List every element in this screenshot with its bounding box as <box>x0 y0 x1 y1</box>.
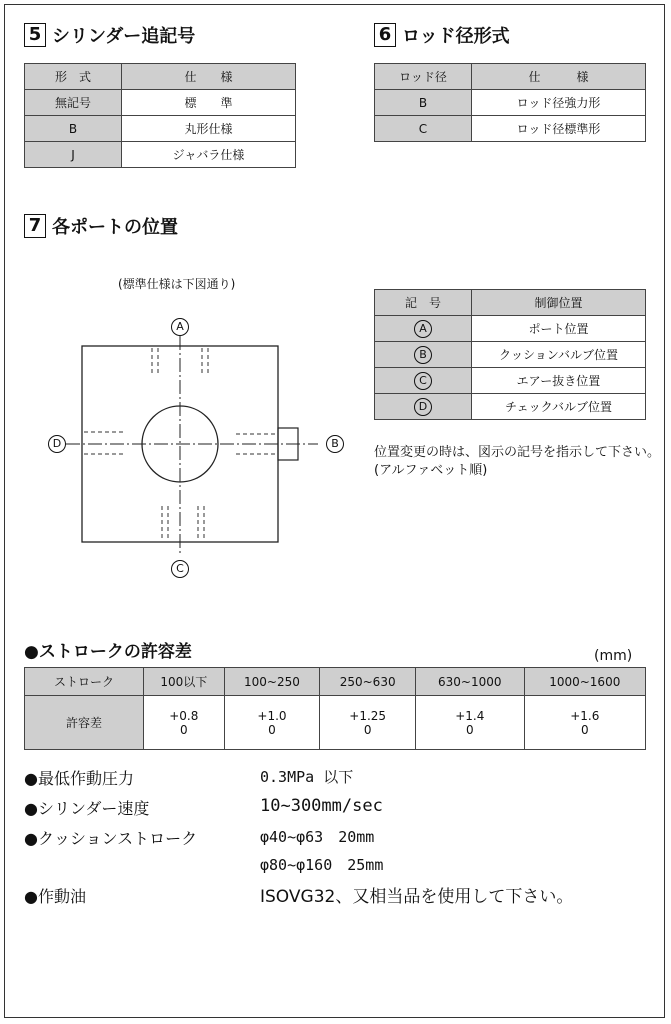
section5-table <box>24 63 296 168</box>
diagram-note: (標準仕様は下図通り) <box>118 277 236 291</box>
spec-value: φ40~φ63 20mm <box>260 828 375 846</box>
table-row <box>25 696 646 750</box>
port-label-a: A <box>171 318 189 336</box>
table-row <box>25 90 296 116</box>
table-row <box>25 116 296 142</box>
section5-spec: 丸形仕様 <box>122 116 296 142</box>
port-label-c: C <box>171 560 189 578</box>
control-position: クッションバルブ位置 <box>472 342 646 368</box>
spec-label: ●クッションストローク <box>24 829 198 848</box>
spec-label: ●最低作動圧力 <box>24 769 134 788</box>
section7-number: 7 <box>24 214 46 238</box>
section6-heading <box>374 22 510 48</box>
spec-value: 0.3MPa 以下 <box>260 768 354 786</box>
section7-title: 各ポートの位置 <box>52 217 178 238</box>
table-row <box>375 394 646 420</box>
section6-header-spec: 仕 様 <box>472 64 646 90</box>
stroke-header-label: ストローク <box>25 668 144 696</box>
spec-label: ●シリンダー速度 <box>24 799 150 818</box>
spec-value: 10~300mm/sec <box>260 796 383 816</box>
table-row <box>375 316 646 342</box>
table-row <box>375 90 646 116</box>
tolerance-plus: +1.4 <box>455 708 485 723</box>
control-header-position: 制御位置 <box>472 290 646 316</box>
stroke-range: 630~1000 <box>416 668 525 696</box>
tolerance-plus: +1.0 <box>257 708 287 723</box>
table-row <box>375 368 646 394</box>
section7-heading <box>24 213 178 239</box>
table-row <box>25 142 296 168</box>
section5-spec: ジャバラ仕様 <box>122 142 296 168</box>
control-position-table <box>374 289 646 420</box>
symbol-d: D <box>414 398 432 416</box>
stroke-range: 100~250 <box>224 668 320 696</box>
section5-header-type: 形 式 <box>25 64 122 90</box>
tolerance-minus: 0 <box>179 722 188 737</box>
tolerance-row-label: 許容差 <box>25 696 144 750</box>
section6-table <box>374 63 646 142</box>
section5-spec: 標 準 <box>122 90 296 116</box>
tolerance-plus: +0.8 <box>169 708 199 723</box>
alphabet-order-note: (アルファベット順) <box>374 463 488 478</box>
tolerance-minus: 0 <box>363 722 372 737</box>
tolerance-minus: 0 <box>580 722 589 737</box>
section6-spec: ロッド径標準形 <box>472 116 646 142</box>
specs-list <box>24 766 654 926</box>
spec-value: φ80~φ160 25mm <box>260 856 384 874</box>
symbol-b: B <box>414 346 432 364</box>
section6-number: 6 <box>374 23 396 47</box>
stroke-range: 250~630 <box>320 668 416 696</box>
section6-title: ロッド径形式 <box>402 26 510 47</box>
tolerance-minus: 0 <box>268 722 276 737</box>
control-position: チェックバルブ位置 <box>472 394 646 420</box>
section5-header-spec: 仕 様 <box>122 64 296 90</box>
stroke-unit: (mm) <box>594 648 633 664</box>
section6-spec: ロッド径強力形 <box>472 90 646 116</box>
symbol-a: A <box>414 320 432 338</box>
tolerance-plus: +1.25 <box>349 708 387 723</box>
stroke-tolerance-title: ●ストロークの許容差 <box>24 642 192 662</box>
control-position: ポート位置 <box>472 316 646 342</box>
section6-code: C <box>375 116 472 142</box>
section5-code: J <box>25 142 122 168</box>
table-row <box>375 116 646 142</box>
section5-code: 無記号 <box>25 90 122 116</box>
tolerance-plus: +1.6 <box>570 708 600 723</box>
symbol-c: C <box>414 372 432 390</box>
spec-value: ISOVG32、又相当品を使用して下さい。 <box>260 887 574 907</box>
port-label-d: D <box>48 435 66 453</box>
stroke-range: 100以下 <box>144 668 225 696</box>
table-row <box>375 342 646 368</box>
port-position-diagram <box>40 310 360 590</box>
tolerance-minus: 0 <box>465 722 474 737</box>
control-header-symbol: 記 号 <box>375 290 472 316</box>
section5-code: B <box>25 116 122 142</box>
section5-title: シリンダー追記号 <box>52 26 196 47</box>
spec-label: ●作動油 <box>24 887 86 906</box>
stroke-tolerance-table <box>24 667 646 750</box>
section5-number: 5 <box>24 23 46 47</box>
port-label-b: B <box>326 435 344 453</box>
stroke-range: 1000~1600 <box>524 668 645 696</box>
section6-code: B <box>375 90 472 116</box>
section6-header-rod: ロッド径 <box>375 64 472 90</box>
position-change-note: 位置変更の時は、図示の記号を指示して下さい。 <box>374 445 661 460</box>
section5-heading <box>24 22 195 48</box>
control-position: エアー抜き位置 <box>472 368 646 394</box>
